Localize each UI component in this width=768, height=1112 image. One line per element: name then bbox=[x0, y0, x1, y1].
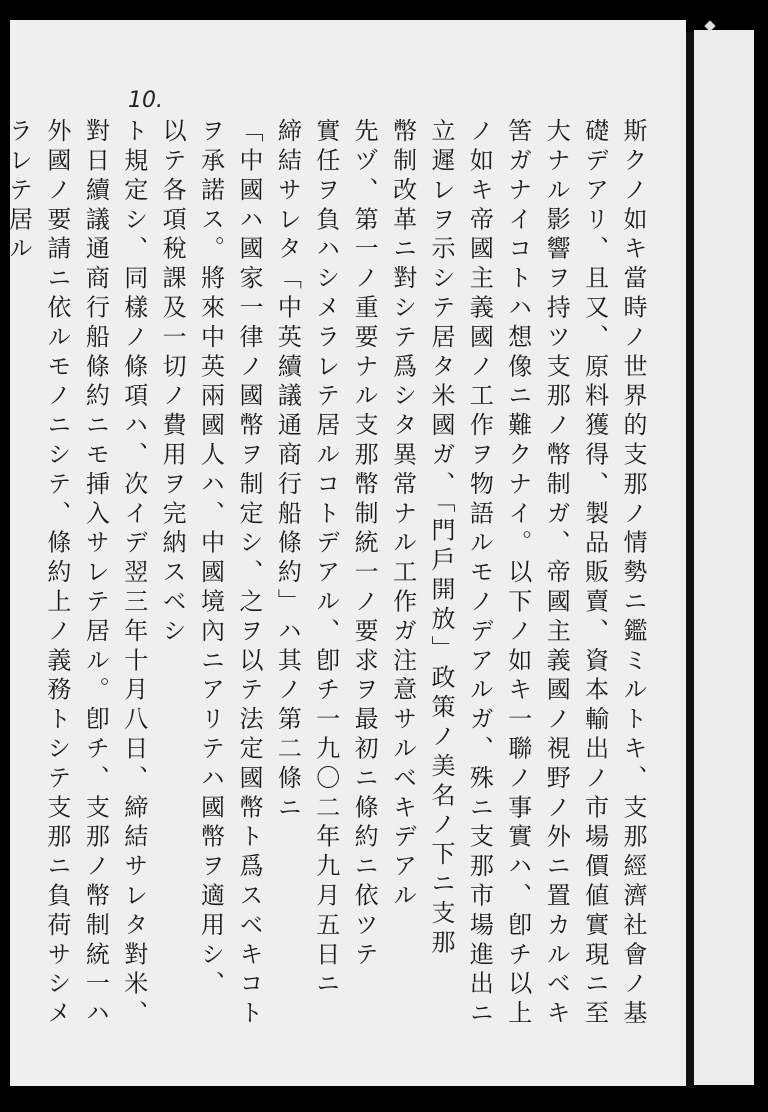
text-column: 斯クノ如キ當時ノ世界的支那ノ情勢ニ鑑ミルトキ、支那經濟社會ノ基 bbox=[619, 118, 647, 1030]
book-gutter bbox=[686, 32, 694, 1088]
text-column: 締結サレタ「中英續議通商行船條約」ハ其ノ第二條ニ bbox=[273, 118, 302, 824]
text-column: 「中國ハ國家一律ノ國幣ヲ制定シ、之ヲ以テ法定國幣ト爲スベキコト bbox=[234, 118, 263, 1030]
text-column: 外國ノ要請ニ依ルモノニシテ、條約上ノ義務トシテ支那ニ負荷サシメ bbox=[42, 118, 71, 1030]
text-column: ト規定シ、同樣ノ條項ハ、次イデ翌三年十月八日、締結サレタ對米、 bbox=[119, 118, 148, 1030]
text-column: 幣制改革ニ對シテ爲シタ異常ナル工作ガ注意サルベキデアル bbox=[388, 118, 417, 912]
vertical-text-block bbox=[4, 118, 652, 1030]
text-column: ラレテ居ル bbox=[4, 118, 33, 265]
text-column: ノ如キ帝國主義國ノ工作ヲ物語ルモノデアルガ、殊ニ支那市場進出ニ bbox=[465, 118, 494, 1030]
page-number: 10. bbox=[128, 88, 163, 113]
text-column: 以テ各項稅課及一切ノ費用ヲ完納スベシ bbox=[158, 118, 187, 648]
text-column: 先ヅ、第一ノ重要ナル支那幣制統一ノ要求ヲ最初ニ條約ニ依ツテ bbox=[350, 118, 379, 971]
text-column: 筈ガナイコトハ想像ニ難クナイ。以下ノ如キ一聯ノ事實ハ、卽チ以上 bbox=[503, 118, 532, 1030]
adjacent-page-edge bbox=[694, 30, 754, 1085]
text-column: ヲ承諾ス。將來中英兩國人ハ、中國境內ニアリテハ國幣ヲ適用シ、 bbox=[196, 118, 225, 1000]
text-column: 立遲レヲ示シテ居タ米國ガ、「門戶開放」政策ノ美名ノ下ニ支那 bbox=[426, 118, 455, 959]
text-column: 實任ヲ負ハシメラレテ居ルコトデアル、卽チ一九〇二年九月五日ニ bbox=[311, 118, 340, 1000]
text-column: 對日續議通商行船條約ニモ挿入サレテ居ル。卽チ、支那ノ幣制統一ハ bbox=[81, 118, 110, 1030]
text-column: 礎デアリ、且又、原料獲得、製品販賣、資本輸出ノ市場價値實現ニ至 bbox=[580, 118, 609, 1030]
text-column: 大ナル影響ヲ持ツ支那ノ幣制ガ、帝國主義國ノ視野ノ外ニ置カルベキ bbox=[542, 118, 571, 1030]
